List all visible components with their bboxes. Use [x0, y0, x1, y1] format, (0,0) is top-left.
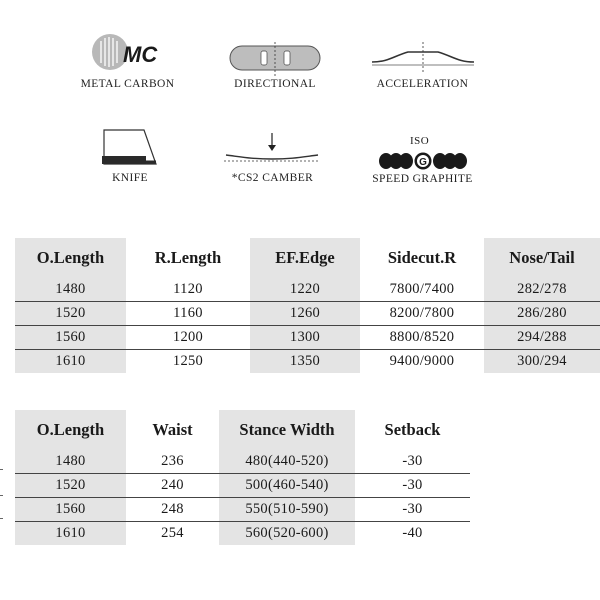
table-cell: -40: [402, 525, 423, 541]
col-header-setback: Setback: [384, 420, 441, 439]
acceleration-profile-icon: [368, 40, 478, 76]
table-cell: 480(440-520): [219, 450, 355, 474]
table-cell: 1260: [250, 302, 360, 326]
edge-tick: [0, 469, 3, 470]
table-cell: 1160: [126, 302, 250, 326]
table-cell: 8200/7800: [360, 302, 484, 326]
table-row: [15, 350, 600, 374]
table-cell: 236: [126, 450, 219, 474]
table-cell: 1520: [15, 474, 126, 498]
camber-profile-icon: [222, 131, 322, 171]
iso-label: ISO: [410, 135, 430, 147]
camber-label: *CS2 CAMBER: [231, 172, 314, 184]
table-cell: 1610: [15, 522, 126, 546]
table-row: [15, 498, 470, 522]
table-cell: 8800/8520: [360, 326, 484, 350]
table-cell: 254: [161, 525, 184, 541]
col-header-waist: Waist: [152, 420, 193, 439]
table-cell: 560(520-600): [219, 522, 355, 546]
table-cell: 1200: [126, 326, 250, 350]
table-cell: 1480: [15, 278, 126, 302]
table-cell: -30: [355, 498, 470, 522]
table-cell: 9400/9000: [389, 353, 455, 369]
table-cell: 550(510-590): [219, 498, 355, 522]
table-cell: 1220: [250, 278, 360, 302]
graphite-base-icon: [378, 151, 468, 171]
table-cell: 500(460-540): [219, 474, 355, 498]
feature-directional: [215, 30, 335, 95]
table-cell: 1120: [126, 278, 250, 302]
directional-board-icon: [229, 42, 321, 78]
table-cell: 1350: [250, 350, 360, 374]
table-cell: 1520: [15, 302, 126, 326]
table-cell: 286/280: [484, 302, 600, 326]
table-cell: -30: [355, 450, 470, 474]
directional-label: DIRECTIONAL: [234, 78, 316, 90]
table-cell: 7800/7400: [360, 278, 484, 302]
table-row: [15, 326, 600, 350]
col-header-o-length: O.Length: [15, 410, 126, 450]
table-cell: 282/278: [484, 278, 600, 302]
metal-carbon-icon: [90, 32, 180, 72]
table-header-row: [15, 410, 470, 450]
spec-table-dimensions: [15, 238, 600, 373]
table-cell: 1610: [15, 350, 126, 374]
table-cell: 300/294: [484, 350, 600, 374]
col-header-o-length: O.Length: [15, 238, 126, 278]
edge-tick: [0, 518, 3, 519]
table-cell: 248: [126, 498, 219, 522]
table-row: [15, 302, 600, 326]
knife-edge-icon: [100, 128, 160, 168]
table-header-row: [15, 238, 600, 278]
table-cell: 1250: [172, 353, 204, 369]
speed-graphite-label: SPEED GRAPHITE: [372, 173, 473, 185]
col-header-r-length: R.Length: [154, 248, 222, 267]
col-header-ef-edge: EF.Edge: [250, 238, 360, 278]
col-header-nose-tail: Nose/Tail: [484, 238, 600, 278]
table-cell: 294/288: [484, 326, 600, 350]
feature-speed-graphite: [360, 135, 485, 190]
acceleration-label: ACCELERATION: [376, 78, 469, 90]
feature-metal-carbon: [60, 30, 195, 95]
table-cell: 1480: [15, 450, 126, 474]
table-row: [15, 450, 470, 474]
table-cell: 240: [126, 474, 219, 498]
col-header-sidecut: Sidecut.R: [387, 248, 457, 267]
table-row: [15, 474, 470, 498]
metal-carbon-badge: MC: [123, 42, 158, 67]
knife-label: KNIFE: [112, 172, 148, 184]
table-row: [15, 278, 600, 302]
table-cell: 1300: [250, 326, 360, 350]
metal-carbon-label: METAL CARBON: [80, 78, 175, 90]
spec-table-stance: [15, 410, 470, 545]
table-row: [15, 522, 470, 546]
feature-knife: [80, 125, 180, 190]
table-cell: -30: [355, 474, 470, 498]
graphite-badge: G: [419, 157, 427, 168]
feature-acceleration: [360, 30, 485, 95]
feature-camber: [210, 125, 335, 190]
table-cell: 1560: [15, 326, 126, 350]
table-cell: 1560: [15, 498, 126, 522]
edge-tick: [0, 495, 3, 496]
col-header-stance-width: Stance Width: [219, 410, 355, 450]
